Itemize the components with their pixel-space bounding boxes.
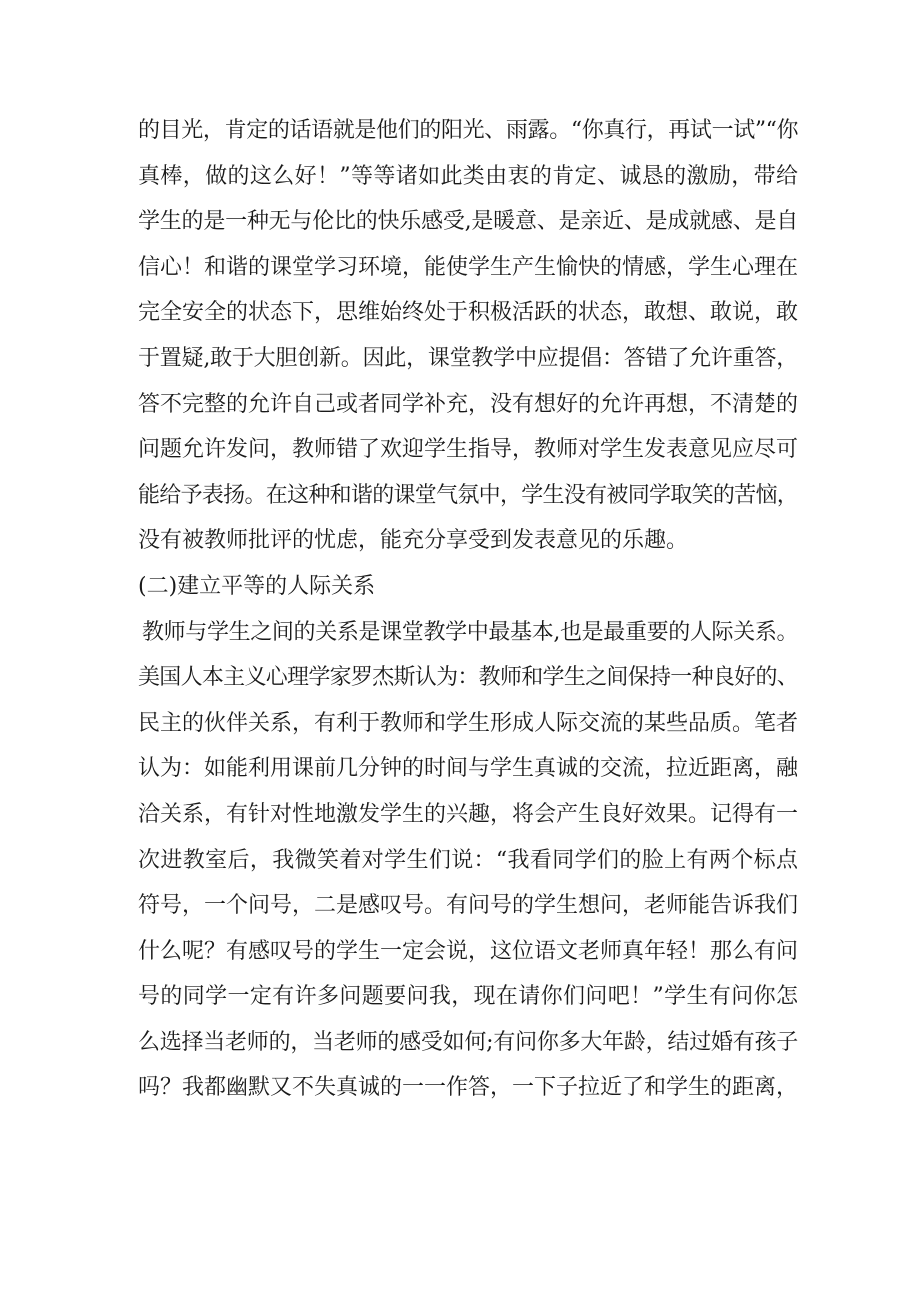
text-line: 符号，一个问号，二是感叹号。有问号的学生想问，老师能告诉我们 [138, 893, 799, 919]
text-line: 民主的伙伴关系，有利于教师和学生形成人际交流的某些品质。笔者 [138, 710, 799, 736]
text-line: 答不完整的允许自己或者同学补充，没有想好的允许再想，不清楚的 [138, 391, 799, 417]
text-line: 能给予表扬。在这种和谐的课堂气氛中，学生没有被同学取笑的苦恼， [138, 482, 798, 508]
text-line: 号的同学一定有许多问题要问我，现在请你们问吧！”学生有问你怎 [138, 984, 798, 1010]
paragraph-interpersonal-relations [138, 610, 798, 1112]
text-line: 吗？我都幽默又不失真诚的一一作答，一下子拉近了和学生的距离， [138, 1075, 799, 1101]
text-line: 么选择当老师的，当老师的感受如何;有问你多大年龄，结过婚有孩子 [138, 1029, 798, 1055]
text-line: 信心！和谐的课堂学习环境，能使学生产生愉快的情感，学生心理在 [138, 254, 799, 280]
section-heading: (二)建立平等的人际关系 [138, 573, 376, 599]
text-line: 于置疑,敢于大胆创新。因此，课堂教学中应提倡：答错了允许重答， [138, 345, 798, 371]
text-line: 认为：如能利用课前几分钟的时间与学生真诚的交流，拉近距离，融 [138, 756, 799, 782]
text-line: 什么呢？有感叹号的学生一定会说，这位语文老师真年轻！那么有问 [138, 938, 799, 964]
text-line: 完全安全的状态下，思维始终处于积极活跃的状态，敢想、敢说，敢 [138, 300, 799, 326]
text-line: 学生的是一种无与伦比的快乐感受,是暖意、是亲近、是成就感、是自 [138, 209, 798, 235]
text-line: 问题允许发问，教师错了欢迎学生指导，教师对学生发表意见应尽可 [138, 437, 799, 463]
paragraph-classroom-atmosphere [138, 108, 798, 564]
text-line: 的目光，肯定的话语就是他们的阳光、雨露。“你真行，再试一试”“你 [138, 118, 798, 143]
text-line: 没有被教师批评的忧虑，能充分享受到发表意见的乐趣。 [138, 528, 689, 554]
text-line: 次进教室后，我微笑着对学生们说：“我看同学们的脸上有两个标点 [138, 847, 798, 873]
text-line: 教师与学生之间的关系是课堂教学中最基本,也是最重要的人际关系。 [142, 619, 798, 645]
text-line: 美国人本主义心理学家罗杰斯认为：教师和学生之间保持一种良好的、 [138, 665, 798, 691]
document-body [138, 108, 798, 1111]
text-line: 洽关系，有针对性地激发学生的兴趣，将会产生良好效果。记得有一 [138, 801, 799, 827]
text-line: 真棒，做的这么好！”等等诸如此类由衷的肯定、诚恳的激励，带给 [138, 163, 798, 189]
